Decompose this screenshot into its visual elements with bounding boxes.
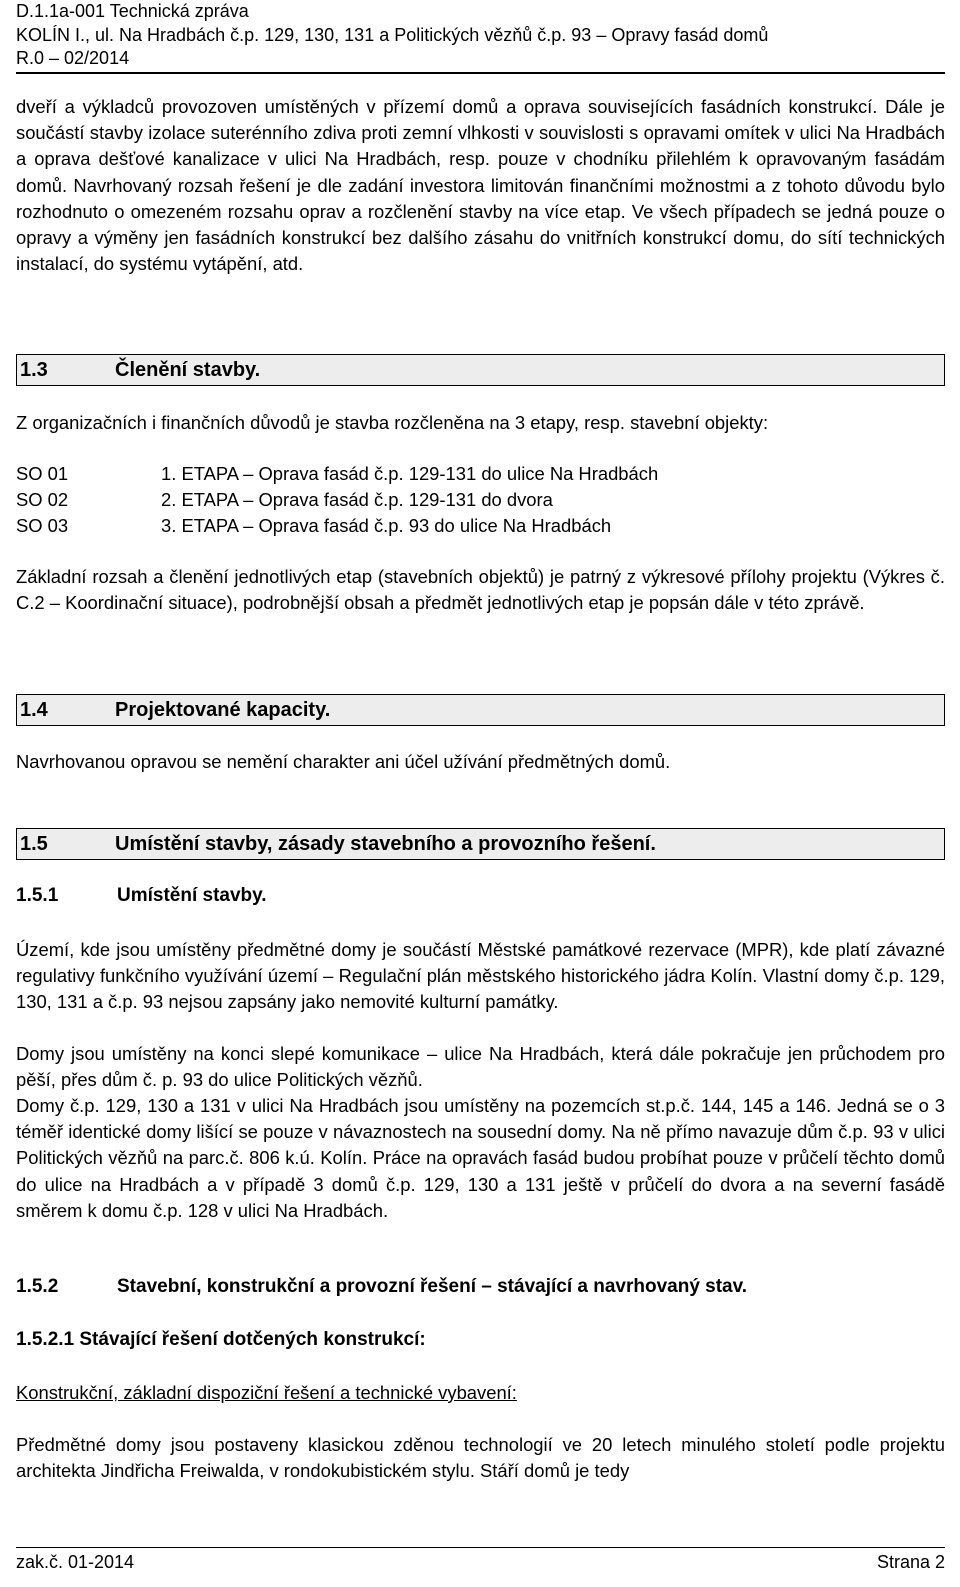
object-code: SO 02 [16, 489, 69, 510]
intro-paragraph: dveří a výkladců provozoven umístěných v přízemí domů a oprava souvisejících fasádních konstrukcí. Dále je součástí stavby izolace suterénního zdiva proti zemní vlhkosti v souvislosti s opravami omítek v ulici Na Hradbách a oprava dešťové kanalizace v ulici Na Hradbách, resp. pouze v chodníku přilehlém k opravovaným fasádám domů. Navrhovaný rozsah řešení je dle zadání investora limitován finančními možnostmi a z tohoto důvodu bylo rozhodnuto o omezeném rozsahu oprav a rozčlenění stavby na více etap. Ve všech případech se jedná pouze o opravy a výměny jen fasádních konstrukcí bez dalšího zásahu do vnitřních konstrukcí domu, do sítí technických instalací, do systému vytápění, atd. [16, 96, 945, 275]
list-item [16, 487, 945, 513]
object-code: SO 03 [16, 515, 69, 536]
section-number: 1.3 [20, 359, 48, 381]
header-revision: R.0 – 02/2014 [16, 48, 130, 68]
subsection-number: 1.5.2 [16, 1276, 59, 1297]
section-1-5-1-paragraph-1: Území, kde jsou umístěny předmětné domy je součástí Městské památkové rezervace (MPR), kde platí závazné regulativy funkčního využívání území – Regulační plán městského historického jádra Kolín. Vlastní domy č.p. 129, 130, 131 a č.p. 93 nejsou zapsány jako nemovité kulturní památky. [16, 939, 945, 1013]
section-heading-1-5 [16, 828, 945, 860]
section-title: Projektované kapacity. [115, 699, 331, 721]
section-title: Členění stavby. [115, 359, 261, 381]
section-1-3-paragraph: Základní rozsah a členění jednotlivých etap (stavebních objektů) je patrný z výkresové přílohy projektu (Výkres č. C.2 – Koordinační situace), podrobnější obsah a předmět jednotlivých etap je popsán dále v této zprávě. [16, 566, 945, 614]
subsection-number: 1.5.1 [16, 885, 59, 906]
subsection-heading-1-5-2-1 [16, 1328, 426, 1352]
section-1-5-2-1-paragraph: Předmětné domy jsou postaveny klasickou zděnou technologií ve 20 letech minulého století podle projektu architekta Jindřicha Freiwalda, v rondokubistickém stylu. Stáří domů je tedy [16, 1434, 945, 1482]
page-number: Strana 2 [876, 1552, 945, 1572]
subsection-title: Umístění stavby. [117, 885, 267, 906]
subsection-title: Stavební, konstrukční a provozní řešení – stávající a navrhovaný stav. [117, 1276, 748, 1297]
section-number: 1.5 [20, 833, 48, 855]
section-title: Umístění stavby, zásady stavebního a provozního řešení. [115, 833, 656, 855]
object-description: 2. ETAPA – Oprava fasád č.p. 129-131 do dvora [161, 489, 553, 510]
header-project-name: KOLÍN I., ul. Na Hradbách č.p. 129, 130, 131 a Politických vězňů č.p. 93 – Opravy fasád domů [16, 24, 769, 45]
list-item [16, 513, 945, 539]
footer-divider [16, 1547, 945, 1548]
building-objects-list [16, 461, 945, 539]
object-code: SO 01 [16, 463, 69, 484]
list-item [16, 461, 945, 487]
section-heading-1-3 [16, 354, 945, 386]
page-header [16, 0, 768, 71]
subsection-title: 1.5.2.1 Stávající řešení dotčených konstrukcí: [16, 1329, 426, 1350]
section-heading-1-4 [16, 694, 945, 726]
section-1-5-1-paragraph-2: Domy jsou umístěny na konci slepé komunikace – ulice Na Hradbách, která dále pokračuje jen průchodem pro pěší, přes dům č. p. 93 do ulice Politických vězňů. [16, 1043, 945, 1091]
section-1-5-1-paragraph-3: Domy č.p. 129, 130 a 131 v ulici Na Hradbách jsou umístěny na pozemcích st.p.č. 144, 145 a 146. Jedná se o 3 téměř identické domy lišící se pouze v návaznostech na sousední domy. Na ně přímo navazuje dům č.p. 93 v ulici Politických vězňů na parc.č. 806 k.ú. Kolín. Práce na opravách fasád budou probíhat pouze v průčelí těchto domů do ulice na Hradbách a v případě 3 domů č.p. 129, 130 a 131 ještě v průčelí do dvora a na severní fasádě směrem k domu č.p. 128 v ulici Na Hradbách. [16, 1095, 945, 1221]
header-document-id: D.1.1a-001 Technická zpráva [16, 1, 249, 21]
section-number: 1.4 [20, 699, 48, 721]
object-description: 1. ETAPA – Oprava fasád č.p. 129-131 do ulice Na Hradbách [161, 463, 659, 484]
section-1-3-lead: Z organizačních i finančních důvodů je stavba rozčleněna na 3 etapy, resp. stavební objekty: [16, 412, 769, 433]
object-description: 3. ETAPA – Oprava fasád č.p. 93 do ulice Na Hradbách [161, 515, 612, 536]
section-1-4-paragraph: Navrhovanou opravou se nemění charakter ani účel užívání předmětných domů. [16, 751, 671, 772]
underlined-heading: Konstrukční, základní dispoziční řešení a technické vybavení: [16, 1382, 517, 1403]
header-divider [16, 72, 945, 74]
contract-number: zak.č. 01-2014 [16, 1552, 135, 1572]
